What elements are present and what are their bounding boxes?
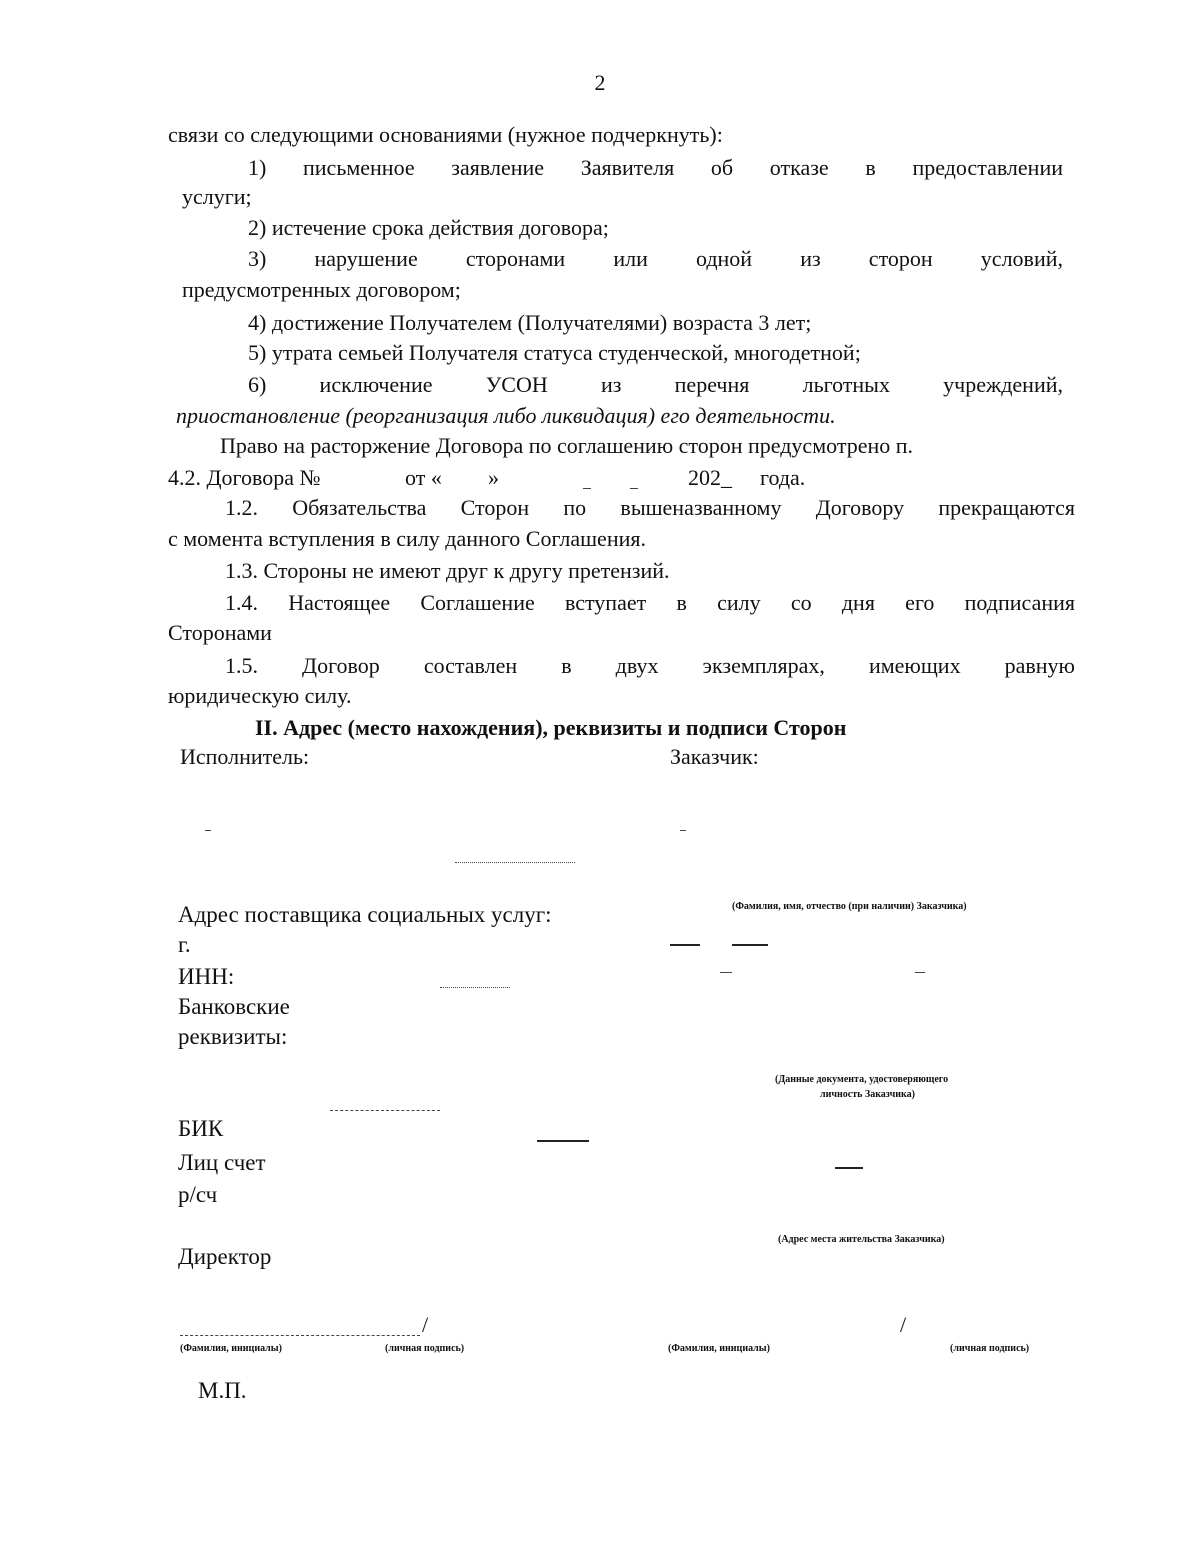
item-3-line-1: 3) нарушение сторонами или одной из сторон условий, xyxy=(248,246,1063,271)
executor-director: Директор xyxy=(178,1244,272,1269)
contract-date-quote: » xyxy=(488,465,499,490)
item-5: 5) утрата семьей Получателя статуса студенческой, многодетной; xyxy=(248,340,861,365)
executor-city: г. xyxy=(178,932,191,957)
section-2-heading: II. Адрес (место нахождения), реквизиты и подписи Сторон xyxy=(255,715,847,740)
customer-address-caption: (Адрес места жительства Заказчика) xyxy=(778,1234,945,1245)
executor-account: Лиц счет xyxy=(178,1150,266,1175)
clause-1-4-line-2: Сторонами xyxy=(168,620,272,645)
item-1-line-2: услуги; xyxy=(182,184,252,209)
clause-1-4-line-1: 1.4. Настоящее Соглашение вступает в силу со дня его подписания xyxy=(225,590,1075,615)
customer-signature-slash: / xyxy=(900,1312,907,1337)
customer-fio-caption: (Фамилия, имя, отчество (при наличии) Заказчика) xyxy=(732,901,967,912)
seal-mark: М.П. xyxy=(198,1378,247,1403)
executor-bank-line-1: Банковские xyxy=(178,994,290,1019)
page-number: 2 xyxy=(594,70,606,95)
clause-1-5-line-2: юридическую силу. xyxy=(168,683,352,708)
clause-1-2-line-2: с момента вступления в силу данного Соглашения. xyxy=(168,526,646,551)
executor-bik: БИК xyxy=(178,1116,224,1141)
item-1-line-1: 1) письменное заявление Заявителя об отказе в предоставлении xyxy=(248,155,1063,180)
executor-signature-slash: / xyxy=(422,1312,429,1337)
customer-doc-caption-line-2: личность Заказчика) xyxy=(820,1089,915,1100)
executor-label: Исполнитель: xyxy=(180,744,310,769)
executor-sign-caption: (личная подпись) xyxy=(385,1343,465,1354)
contract-number-label: 4.2. Договора № xyxy=(168,465,321,490)
item-6-line-1: 6) исключение УСОН из перечня льготных учреждений, xyxy=(248,372,1063,397)
executor-name-caption: (Фамилия, инициалы) xyxy=(180,1343,282,1354)
executor-address-label: Адрес поставщика социальных услуг: xyxy=(178,902,552,927)
item-2: 2) истечение срока действия договора; xyxy=(248,215,609,240)
executor-rs: р/сч xyxy=(178,1182,218,1207)
contract-year: 202_ xyxy=(688,465,732,490)
clause-1-3: 1.3. Стороны не имеют друг к другу претензий. xyxy=(225,558,670,583)
item-6-line-2: приостановление (реорганизация либо ликвидация) его деятельности. xyxy=(176,403,836,428)
contract-year-suffix: года. xyxy=(760,465,806,490)
customer-doc-caption-line-1: (Данные документа, удостоверяющего xyxy=(775,1074,949,1085)
item-3-line-2: предусмотренных договором; xyxy=(182,277,461,302)
customer-label: Заказчик: xyxy=(670,744,759,769)
customer-sign-caption: (личная подпись) xyxy=(950,1343,1030,1354)
item-4: 4) достижение Получателем (Получателями) возраста 3 лет; xyxy=(248,310,812,335)
customer-name-caption: (Фамилия, инициалы) xyxy=(668,1343,770,1354)
termination-line-1: Право на расторжение Договора по соглашению сторон предусмотрено п. xyxy=(220,433,914,458)
clause-1-2-line-1: 1.2. Обязательства Сторон по вышеназванному Договору прекращаются xyxy=(225,495,1075,520)
executor-bank-line-2: реквизиты: xyxy=(178,1024,288,1049)
clause-1-5-line-1: 1.5. Договор составлен в двух экземплярах, имеющих равную xyxy=(225,653,1075,678)
executor-inn: ИНН: xyxy=(178,964,235,989)
contract-date-from: от « xyxy=(405,465,442,490)
intro-line: связи со следующими основаниями (нужное подчеркнуть): xyxy=(168,122,723,147)
